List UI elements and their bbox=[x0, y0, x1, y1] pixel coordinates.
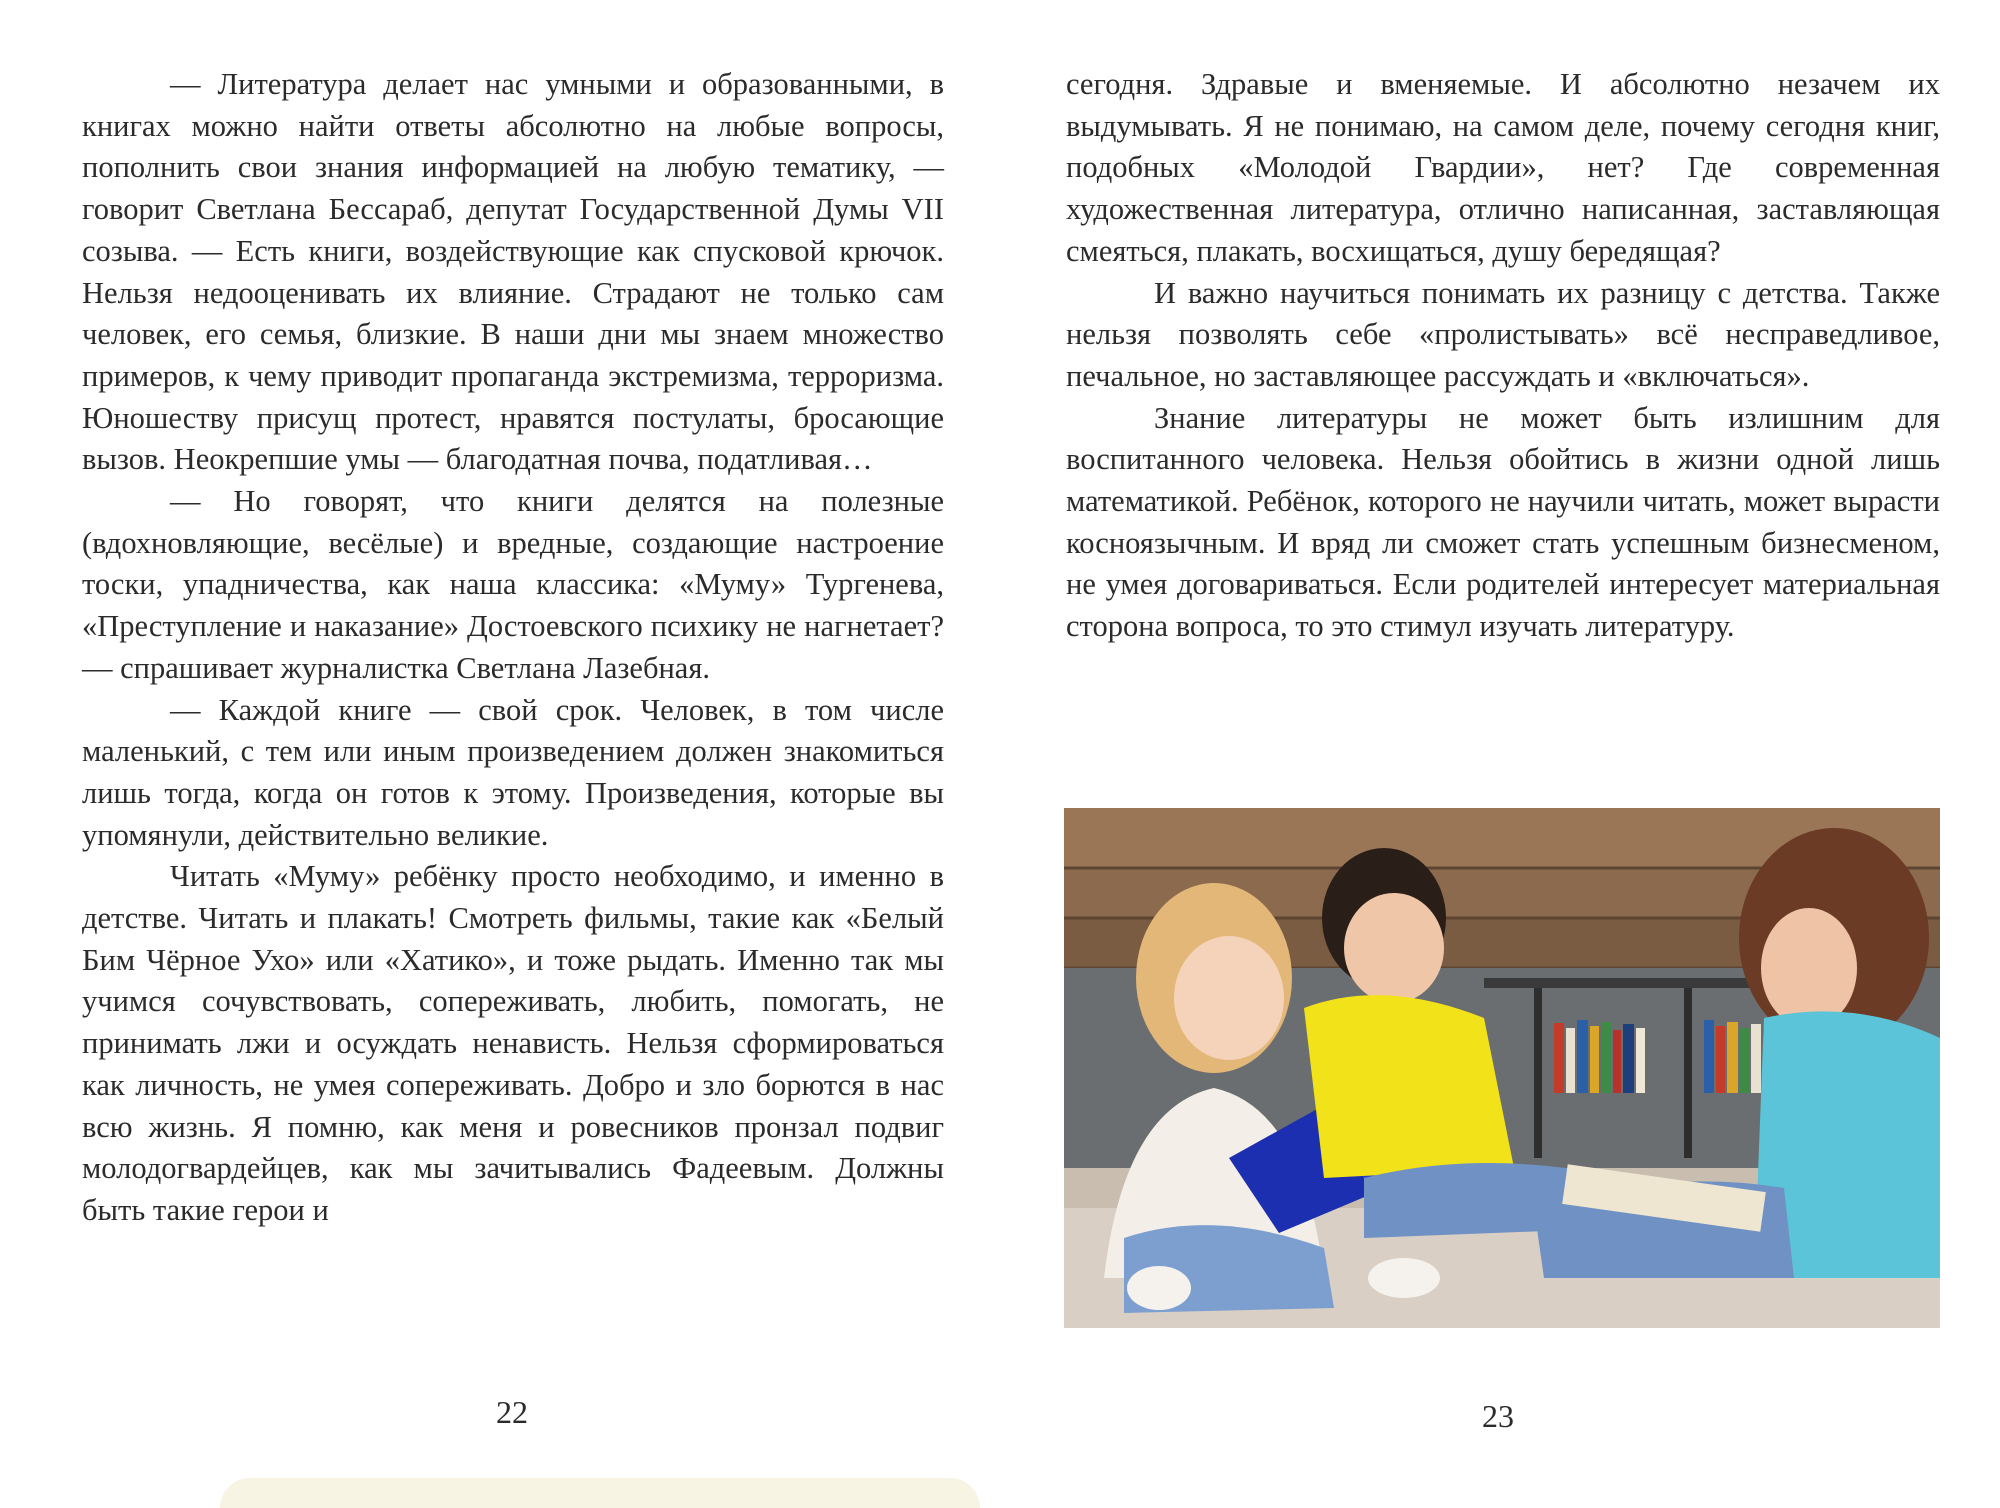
paragraph: Читать «Муму» ребёнку просто необходимо, и именно в детстве. Читать и плакать! Смотреть фильмы, такие как «Белый Бим Чёрное Ухо» или «Хатико», и тоже рыдать. Именно так мы учимся сочувствовать, сопереживать, любить, помогать, не принимать лжи и осуждать ненависть. Нельзя сформироваться как личность, не умея сопереживать. Добро и зло борются в нас всю жизнь. Я помню, как меня и ровесников пронзал подвиг молодогвардейцев, как мы зачитывались Фадеевым. Должны быть такие герои и bbox=[82, 859, 944, 1227]
right-page-text bbox=[1066, 64, 1940, 648]
paragraph: Знание литературы не может быть излишним для воспитанного человека. Нельзя обойтись в жизни одной лишь математикой. Ребёнок, которого не научили читать, может вырасти косноязычным. И вряд ли сможет стать успешным бизнесменом, не умея договариваться. Если родителей интересует материальная сторона вопроса, то это стимул изучать литературу. bbox=[1066, 400, 1940, 644]
right-page bbox=[1000, 0, 2000, 1502]
page-number-left: 22 bbox=[496, 1394, 528, 1430]
left-page-text bbox=[82, 64, 944, 1232]
left-page bbox=[0, 0, 1000, 1502]
paper-edge bbox=[220, 1478, 980, 1508]
page-number-right: 23 bbox=[1482, 1398, 1514, 1434]
photo-illustration bbox=[1064, 808, 1940, 1328]
photo-children-reading bbox=[1064, 808, 1940, 1328]
paragraph: — Каждой книге — свой срок. Человек, в том числе маленький, с тем или иным произведением должен знакомиться лишь тогда, когда он готов к этому. Произведения, которые вы упомянули, действительно великие. bbox=[82, 692, 944, 852]
paragraph: И важно научиться понимать их разницу с детства. Также нельзя позволять себе «пролистывать» всё несправедливое, печальное, но заставляющее рассуждать и «включаться». bbox=[1066, 275, 1940, 393]
paragraph: — Но говорят, что книги делятся на полезные (вдохновляющие, весёлые) и вредные, создающие настроение тоски, упадничества, как наша классика: «Муму» Тургенева, «Преступление и наказание» Достоевского психику не нагнетает? — спрашивает журналистка Светлана Лазебная. bbox=[82, 484, 944, 685]
paragraph-continuation: сегодня. Здравые и вменяемые. И абсолютно незачем их выдумывать. Я не понимаю, на самом деле, почему сегодня книг, подобных «Молодой Гвардии», нет? Где современная художественная литература, отлично написанная, заставляющая смеяться, плакать, восхищаться, душу бередящая? bbox=[1066, 67, 1940, 268]
paragraph: — Литература делает нас умными и образованными, в книгах можно найти ответы абсолютно на любые вопросы, пополнить свои знания информацией на любую тематику, — говорит Светлана Бессараб, депутат Государственной Думы VII созыва. — Есть книги, воздействующие как спусковой крючок. Нельзя недооценивать их влияние. Страдают не только сам человек, его семья, близкие. В наши дни мы знаем множество примеров, к чему приводит пропаганда экстремизма, терроризма. Юношеству присущ протест, нравятся постулаты, бросающие вызов. Неокрепшие умы — благодатная почва, податливая… bbox=[82, 67, 944, 477]
